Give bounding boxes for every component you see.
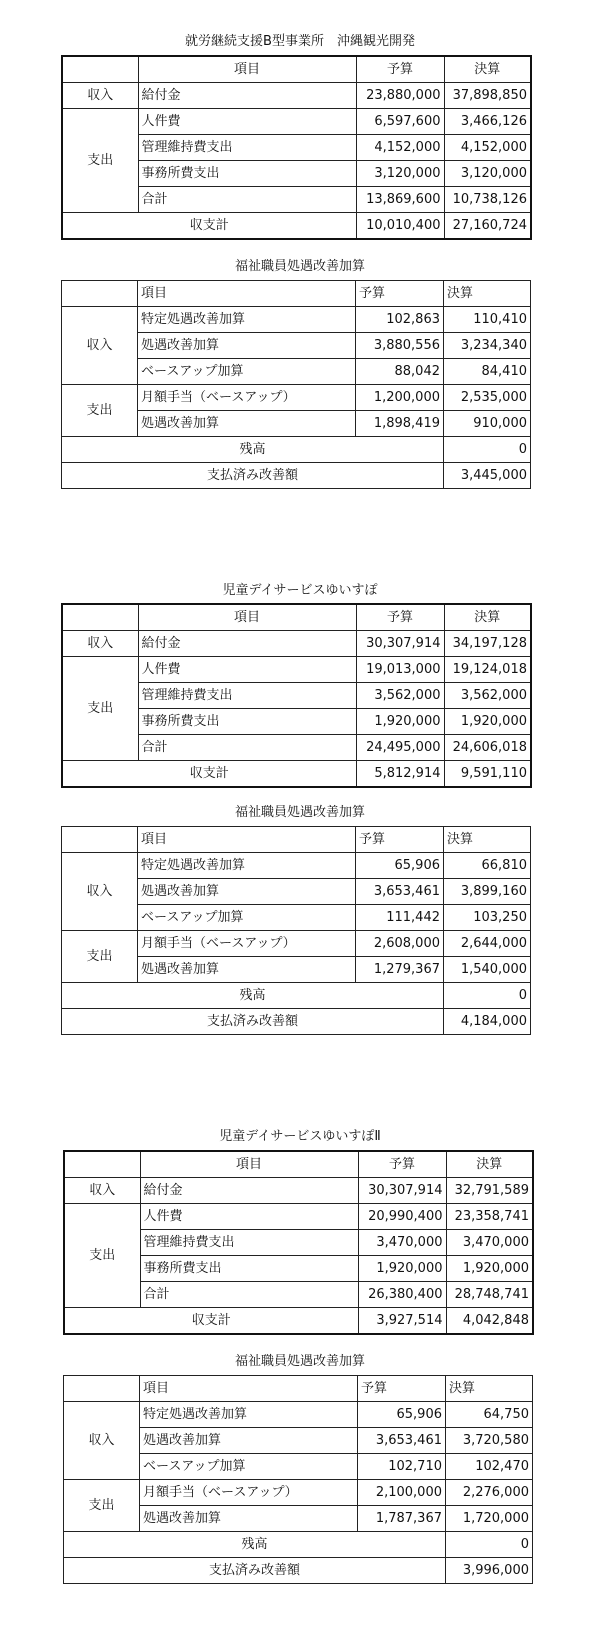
- remaining-value: 0: [444, 983, 531, 1009]
- actual-value: 1,540,000: [444, 957, 531, 983]
- remaining-row: [64, 1532, 533, 1558]
- section2-title: 福祉職員処遇改善加算: [234, 259, 365, 274]
- row-label: 人件費: [138, 109, 356, 135]
- budget-value: 13,869,600: [356, 187, 444, 213]
- budget-value: 20,990,400: [358, 1204, 446, 1230]
- header-actual: 決算: [444, 827, 531, 853]
- actual-value: 84,410: [444, 359, 531, 385]
- header-blank-cell: [64, 1151, 140, 1178]
- actual-value: 9,591,110: [444, 761, 531, 788]
- actual-value: 34,197,128: [444, 631, 531, 657]
- header-item: 項目: [138, 281, 356, 307]
- table-row: [62, 83, 531, 109]
- budget-value: 1,279,367: [356, 957, 444, 983]
- table-row: [62, 853, 531, 879]
- header-budget: 予算: [358, 1376, 446, 1402]
- row-label: 月額手当（ベースアップ）: [140, 1480, 358, 1506]
- table-header-row: [62, 281, 531, 307]
- remaining-label: 残高: [62, 983, 444, 1009]
- row-label: ベースアップ加算: [140, 1454, 358, 1480]
- budget-value: 19,013,000: [356, 657, 444, 683]
- row-label: ベースアップ加算: [138, 905, 356, 931]
- section6-title: 福祉職員処遇改善加算: [234, 1354, 365, 1369]
- budget-value: 3,927,514: [358, 1308, 446, 1335]
- actual-value: 19,124,018: [444, 657, 531, 683]
- header-budget: 予算: [356, 56, 444, 83]
- income-group-label: 収入: [62, 83, 138, 109]
- income-group-label: 収入: [62, 307, 138, 385]
- row-label: 処遇改善加算: [140, 1506, 358, 1532]
- row-label: 処遇改善加算: [138, 411, 356, 437]
- budget-value: 1,200,000: [356, 385, 444, 411]
- header-item: 項目: [138, 604, 356, 631]
- actual-value: 103,250: [444, 905, 531, 931]
- remaining-value: 0: [446, 1532, 533, 1558]
- paid-value: 4,184,000: [444, 1009, 531, 1035]
- table-row: [62, 657, 531, 683]
- paid-label: 支払済み改善額: [62, 1009, 444, 1035]
- header-actual: 決算: [444, 56, 531, 83]
- budget-value: 30,307,914: [356, 631, 444, 657]
- header-blank-cell: [62, 604, 138, 631]
- header-actual: 決算: [446, 1151, 533, 1178]
- income-group-label: 収入: [62, 853, 138, 931]
- budget-value: 3,653,461: [358, 1428, 446, 1454]
- table-row: [62, 931, 531, 957]
- paid-label: 支払済み改善額: [62, 463, 444, 489]
- header-item: 項目: [140, 1376, 358, 1402]
- actual-value: 3,470,000: [446, 1230, 533, 1256]
- balance-label: 収支計: [62, 761, 356, 788]
- actual-value: 37,898,850: [444, 83, 531, 109]
- row-label: 事務所費支出: [138, 161, 356, 187]
- actual-value: 3,234,340: [444, 333, 531, 359]
- budget-value: 6,597,600: [356, 109, 444, 135]
- expense-group-label: 支出: [62, 385, 138, 437]
- row-label: 処遇改善加算: [138, 333, 356, 359]
- balance-label: 収支計: [64, 1308, 358, 1335]
- header-actual: 決算: [446, 1376, 533, 1402]
- actual-value: 1,920,000: [444, 709, 531, 735]
- actual-value: 3,720,580: [446, 1428, 533, 1454]
- table-row: [64, 1204, 533, 1230]
- income-group-label: 収入: [64, 1402, 140, 1480]
- header-item: 項目: [138, 56, 356, 83]
- actual-value: 1,920,000: [446, 1256, 533, 1282]
- row-label: 月額手当（ベースアップ）: [138, 931, 356, 957]
- budget-value: 2,100,000: [358, 1480, 446, 1506]
- actual-value: 28,748,741: [446, 1282, 533, 1308]
- remaining-label: 残高: [62, 437, 444, 463]
- income-group-label: 収入: [62, 631, 138, 657]
- budget-value: 26,380,400: [358, 1282, 446, 1308]
- actual-value: 64,750: [446, 1402, 533, 1428]
- actual-value: 1,720,000: [446, 1506, 533, 1532]
- section3-budget-table: [61, 603, 532, 788]
- section1-title: 就労継続支援B型事業所 沖縄観光開発: [185, 34, 415, 49]
- table-header-row: [62, 604, 531, 631]
- row-label: 事務所費支出: [140, 1256, 358, 1282]
- remaining-row: [62, 437, 531, 463]
- actual-value: 10,738,126: [444, 187, 531, 213]
- table-row: [64, 1402, 533, 1428]
- balance-label: 収支計: [62, 213, 356, 240]
- actual-value: 3,466,126: [444, 109, 531, 135]
- budget-value: 30,307,914: [358, 1178, 446, 1204]
- row-label: 合計: [140, 1282, 358, 1308]
- row-label: 特定処遇改善加算: [138, 853, 356, 879]
- header-budget: 予算: [356, 827, 444, 853]
- budget-value: 10,010,400: [356, 213, 444, 240]
- actual-value: 102,470: [446, 1454, 533, 1480]
- row-label: 特定処遇改善加算: [140, 1402, 358, 1428]
- header-budget: 予算: [356, 281, 444, 307]
- budget-value: 102,710: [358, 1454, 446, 1480]
- header-item: 項目: [138, 827, 356, 853]
- budget-value: 102,863: [356, 307, 444, 333]
- budget-value: 65,906: [356, 853, 444, 879]
- actual-value: 27,160,724: [444, 213, 531, 240]
- actual-value: 3,562,000: [444, 683, 531, 709]
- budget-value: 1,787,367: [358, 1506, 446, 1532]
- budget-value: 3,470,000: [358, 1230, 446, 1256]
- actual-value: 4,152,000: [444, 135, 531, 161]
- table-row: [64, 1178, 533, 1204]
- budget-value: 3,562,000: [356, 683, 444, 709]
- actual-value: 24,606,018: [444, 735, 531, 761]
- budget-value: 3,653,461: [356, 879, 444, 905]
- budget-value: 65,906: [358, 1402, 446, 1428]
- actual-value: 3,899,160: [444, 879, 531, 905]
- header-item: 項目: [140, 1151, 358, 1178]
- table-row: [62, 385, 531, 411]
- budget-value: 1,898,419: [356, 411, 444, 437]
- remaining-label: 残高: [64, 1532, 446, 1558]
- actual-value: 66,810: [444, 853, 531, 879]
- budget-value: 111,442: [356, 905, 444, 931]
- table-row: [62, 109, 531, 135]
- balance-row: [62, 761, 531, 788]
- section2-improvement-table: [61, 280, 531, 489]
- section3-title: 児童デイサービスゆいすぽ: [222, 583, 378, 598]
- expense-group-label: 支出: [62, 657, 138, 761]
- section4-improvement-table: [61, 826, 531, 1035]
- row-label: 管理維持費支出: [138, 683, 356, 709]
- paid-label: 支払済み改善額: [64, 1558, 446, 1584]
- row-label: 人件費: [140, 1204, 358, 1230]
- remaining-value: 0: [444, 437, 531, 463]
- row-label: 管理維持費支出: [140, 1230, 358, 1256]
- table-row: [62, 307, 531, 333]
- actual-value: 2,644,000: [444, 931, 531, 957]
- header-actual: 決算: [444, 281, 531, 307]
- budget-value: 2,608,000: [356, 931, 444, 957]
- paid-row: [62, 463, 531, 489]
- expense-group-label: 支出: [62, 931, 138, 983]
- table-header-row: [64, 1376, 533, 1402]
- row-label: 給付金: [138, 83, 356, 109]
- actual-value: 110,410: [444, 307, 531, 333]
- income-group-label: 収入: [64, 1178, 140, 1204]
- row-label: 給付金: [138, 631, 356, 657]
- row-label: 処遇改善加算: [138, 957, 356, 983]
- table-row: [62, 631, 531, 657]
- paid-row: [64, 1558, 533, 1584]
- row-label: 合計: [138, 735, 356, 761]
- table-header-row: [62, 56, 531, 83]
- actual-value: 4,042,848: [446, 1308, 533, 1335]
- section6-improvement-table: [63, 1375, 533, 1584]
- row-label: 特定処遇改善加算: [138, 307, 356, 333]
- actual-value: 32,791,589: [446, 1178, 533, 1204]
- budget-value: 4,152,000: [356, 135, 444, 161]
- header-blank-cell: [64, 1376, 140, 1402]
- row-label: 月額手当（ベースアップ）: [138, 385, 356, 411]
- actual-value: 3,120,000: [444, 161, 531, 187]
- header-budget: 予算: [358, 1151, 446, 1178]
- budget-value: 5,812,914: [356, 761, 444, 788]
- section5-title: 児童デイサービスゆいすぽⅡ: [219, 1129, 381, 1144]
- balance-row: [62, 213, 531, 240]
- actual-value: 23,358,741: [446, 1204, 533, 1230]
- paid-value: 3,445,000: [444, 463, 531, 489]
- budget-value: 24,495,000: [356, 735, 444, 761]
- row-label: 管理維持費支出: [138, 135, 356, 161]
- row-label: 給付金: [140, 1178, 358, 1204]
- row-label: 処遇改善加算: [140, 1428, 358, 1454]
- section4-title: 福祉職員処遇改善加算: [234, 805, 365, 820]
- paid-value: 3,996,000: [446, 1558, 533, 1584]
- balance-row: [64, 1308, 533, 1335]
- header-budget: 予算: [356, 604, 444, 631]
- header-actual: 決算: [444, 604, 531, 631]
- row-label: 合計: [138, 187, 356, 213]
- expense-group-label: 支出: [64, 1204, 140, 1308]
- row-label: ベースアップ加算: [138, 359, 356, 385]
- budget-value: 3,120,000: [356, 161, 444, 187]
- row-label: 人件費: [138, 657, 356, 683]
- table-header-row: [64, 1151, 533, 1178]
- expense-group-label: 支出: [62, 109, 138, 213]
- actual-value: 910,000: [444, 411, 531, 437]
- table-row: [64, 1480, 533, 1506]
- remaining-row: [62, 983, 531, 1009]
- row-label: 事務所費支出: [138, 709, 356, 735]
- budget-value: 1,920,000: [358, 1256, 446, 1282]
- budget-value: 88,042: [356, 359, 444, 385]
- budget-value: 3,880,556: [356, 333, 444, 359]
- budget-value: 23,880,000: [356, 83, 444, 109]
- expense-group-label: 支出: [64, 1480, 140, 1532]
- section5-budget-table: [63, 1150, 534, 1335]
- header-blank-cell: [62, 281, 138, 307]
- actual-value: 2,276,000: [446, 1480, 533, 1506]
- paid-row: [62, 1009, 531, 1035]
- header-blank-cell: [62, 56, 138, 83]
- header-blank-cell: [62, 827, 138, 853]
- section1-budget-table: [61, 55, 532, 240]
- actual-value: 2,535,000: [444, 385, 531, 411]
- table-header-row: [62, 827, 531, 853]
- budget-value: 1,920,000: [356, 709, 444, 735]
- row-label: 処遇改善加算: [138, 879, 356, 905]
